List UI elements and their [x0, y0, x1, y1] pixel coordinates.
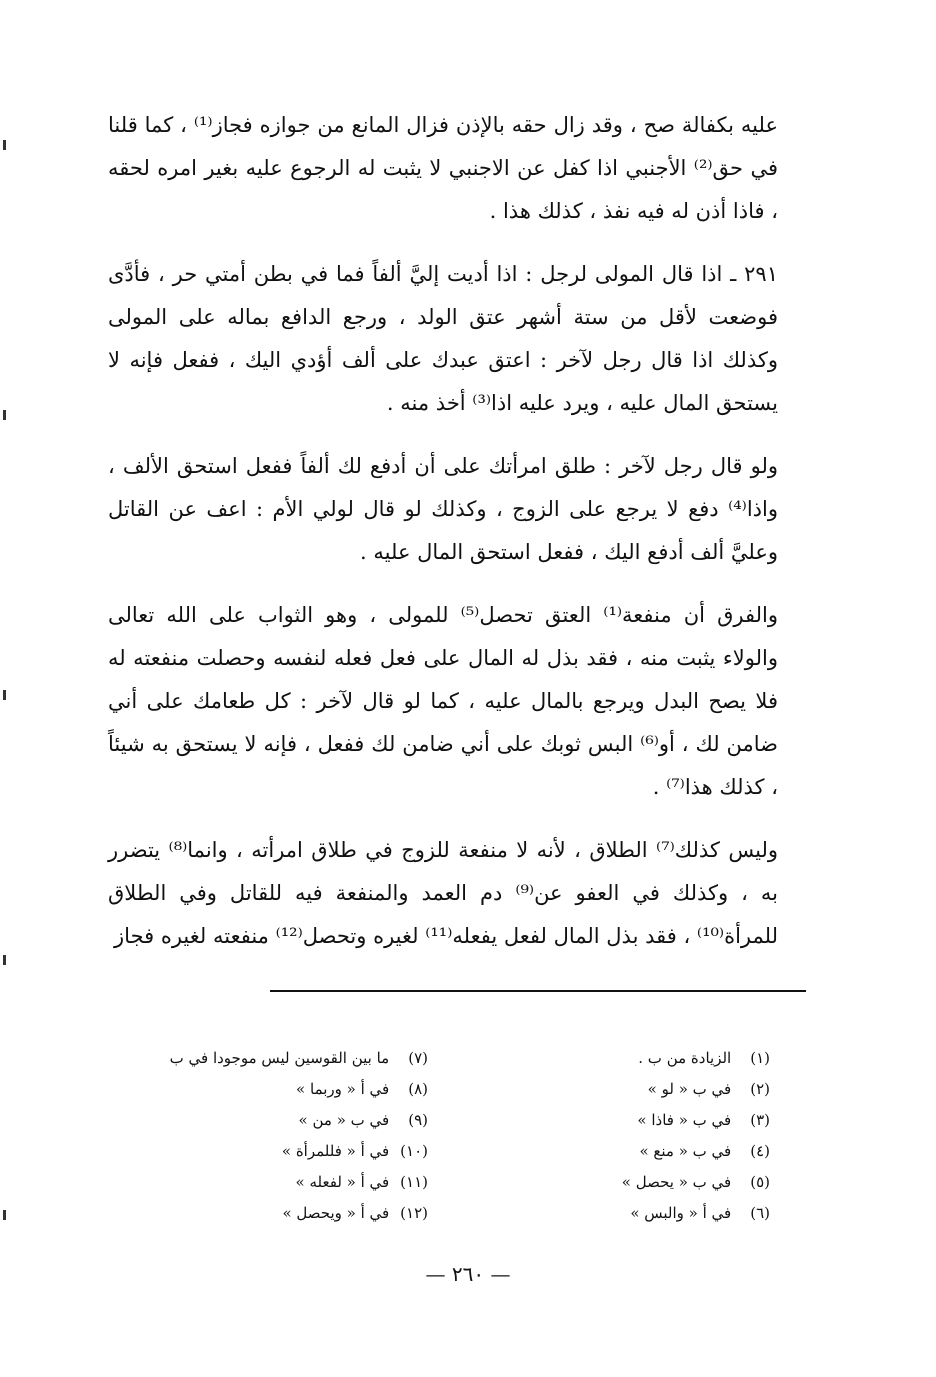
footnote-number: (٩): [408, 1111, 428, 1129]
footnote-number: (٤): [750, 1142, 770, 1160]
footnote-number: (٣): [750, 1111, 770, 1129]
footnote-item: [560, 1105, 770, 1136]
footnote-number: (٢): [750, 1080, 770, 1098]
paragraph-3: ولو قال رجل لآخر : طلق امرأتك على أن أدفع لك ألفاً ففعل استحق الألف ، واذا⁽⁴⁾ دفع لا يرجع على الزوج ، وكذلك لو قال لولي الأم : اعف عن القاتل وعليَّ ألف أدفع اليك ، ففعل استحق المال عليه .: [108, 454, 778, 564]
footnotes-left-column: [150, 1043, 428, 1229]
footnote-item: [560, 1198, 770, 1229]
paragraph-5: وليس كذلك⁽⁷⁾ الطلاق ، لأنه لا منفعة للزوج في طلاق امرأته ، وانما⁽⁸⁾ يتضرر به ، وكذلك في العفو عن⁽⁹⁾ دم العمد والمنفعة فيه للقاتل وفي الطلاق للمرأة⁽¹⁰⁾ ، فقد بذل المال لفعل يفعله⁽¹¹⁾ لغيره وتحصل⁽¹²⁾ منفعته لغيره فجاز: [108, 838, 778, 948]
scan-mark: [3, 690, 6, 700]
footnote-text: في أ « ويحصل »: [282, 1204, 390, 1222]
footnotes-right-column: [560, 1043, 770, 1229]
footnote-item: [560, 1136, 770, 1167]
footnote-item: [560, 1043, 770, 1074]
footnote-text: في ب « لو »: [647, 1080, 732, 1098]
footnote-item: [150, 1198, 428, 1229]
footnote-text: الزيادة من ب .: [638, 1049, 732, 1067]
footnote-number: (١٠): [400, 1142, 428, 1160]
footnote-item: [150, 1167, 428, 1198]
scan-mark: [3, 410, 6, 420]
footnote-number: (٧): [408, 1049, 428, 1067]
scan-mark: [3, 140, 6, 150]
scan-mark: [3, 1210, 6, 1220]
footnote-item: [150, 1136, 428, 1167]
footnote-text: في ب « من »: [298, 1111, 390, 1129]
paragraph-4: والفرق أن منفعة⁽¹⁾ العتق تحصل⁽⁵⁾ للمولى ، وهو الثواب على الله تعالى والولاء يثبت منه ، فقد بذل له المال على فعل فعله لنفسه وحصلت منفعته له فلا يصح البدل ويرجع بالمال عليه ، كما لو قال لآخر : كل طعامك على أني ضامن لك ، أو⁽⁶⁾ البس ثوبك على أني ضامن لك ففعل ، فإنه لا يستحق به شيئاً ، كذلك هذا⁽⁷⁾ .: [108, 603, 778, 799]
footnote-text: في ب « منع »: [639, 1142, 732, 1160]
footnote-number: (١٢): [400, 1204, 428, 1222]
footnote-text: في أ « والبس »: [630, 1204, 732, 1222]
footnote-number: (١): [750, 1049, 770, 1067]
page-number: — ٢٦٠ —: [425, 1262, 511, 1286]
footnote-text: ما بين القوسين ليس موجودا في ب: [169, 1049, 390, 1067]
footnote-text: في أ « فللمرأة »: [281, 1142, 390, 1160]
footnote-number: (٨): [408, 1080, 428, 1098]
footnote-number: (٥): [750, 1173, 770, 1191]
footnote-text: في ب « فاذا »: [637, 1111, 732, 1129]
paragraph-2: ٢٩١ ـ اذا قال المولى لرجل : اذا أديت إليَّ ألفاً فما في بطن أمتي حر ، فأدَّى فوضعت لأقل من ستة أشهر عتق الولد ، ورجع الدافع بماله على المولى وكذلك اذا قال رجل لآخر : اعتق عبدك على ألف أؤدي اليك ، ففعل فإنه لا يستحق المال عليه ، ويرد عليه اذا⁽³⁾ أخذ منه .: [108, 262, 778, 415]
footnote-text: في أ « لفعله »: [295, 1173, 390, 1191]
footnote-item: [560, 1074, 770, 1105]
paragraph-1: عليه بكفالة صح ، وقد زال حقه بالإذن فزال المانع من جوازه فجاز⁽¹⁾ ، كما قلنا في حق⁽²⁾ الأجنبي اذا كفل عن الاجنبي لا يثبت له الرجوع عليه بغير امره لحقه ، فاذا أذن له فيه نفذ ، كذلك هذا .: [108, 113, 778, 223]
footnote-divider: [270, 990, 806, 992]
footnote-text: في أ « وربما »: [296, 1080, 390, 1098]
footnote-number: (١١): [400, 1173, 428, 1191]
footnote-number: (٦): [750, 1204, 770, 1222]
footnote-item: [150, 1105, 428, 1136]
footnote-item: [560, 1167, 770, 1198]
footnote-text: في ب « يحصل »: [621, 1173, 732, 1191]
footnote-item: [150, 1043, 428, 1074]
main-text: [108, 104, 778, 978]
footnote-item: [150, 1074, 428, 1105]
scan-mark: [3, 955, 6, 965]
